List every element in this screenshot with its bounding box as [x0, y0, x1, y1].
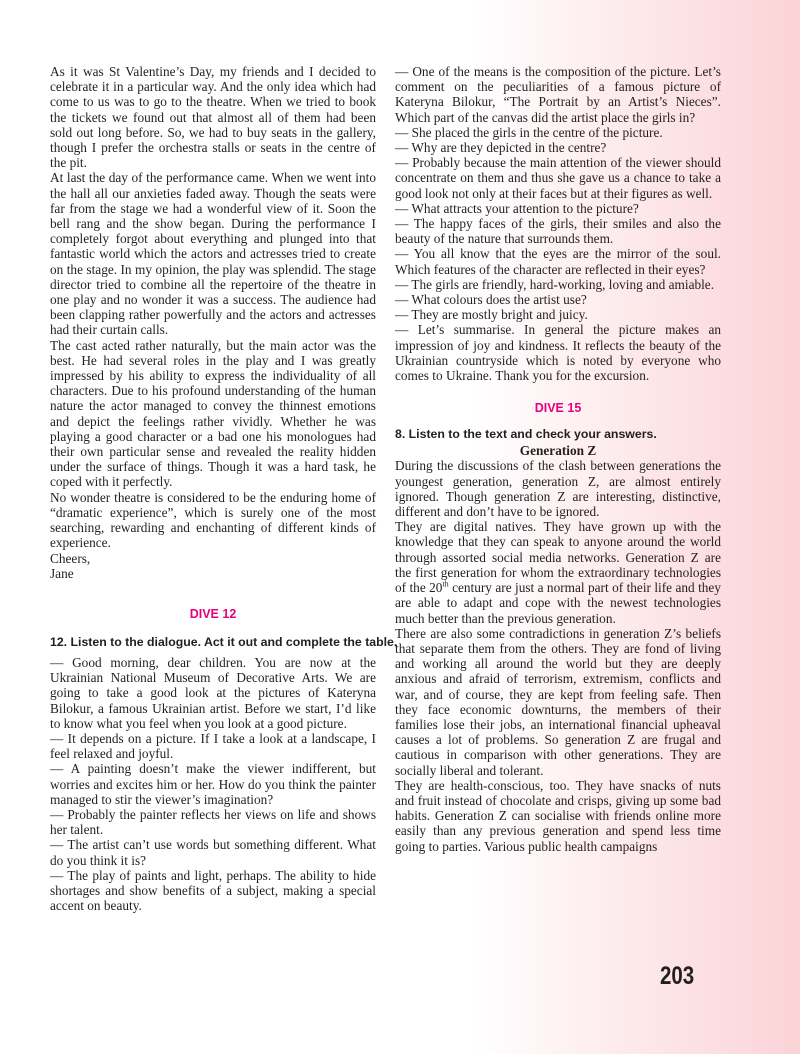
text-segment: century are just a normal part of their life and they are able to adapt and cope with the newest technologies much better than the previous generation. — [395, 580, 721, 626]
text-title: Generation Z — [519, 443, 597, 459]
dialogue-line: — They are mostly bright and juicy. — [395, 307, 588, 323]
letter-paragraph: As it was St Valentine’s Day, my friends and I decided to celebrate it in a particular way. And the only idea which had come to us was to go to the theatre. When we tried to book the tickets we found out that almost all of them had been sold out long before. So, we had to buy seats in the gallery, though I prefer the orchestra stalls or seats in the centre of the pit. — [50, 64, 376, 171]
dialogue-line: — Why are they depicted in the centre? — [395, 140, 607, 156]
dialogue-line: — Good morning, dear children. You are now at the Ukrainian National Museum of Decorative Arts. We are going to take a good look at the pictures of Kateryna Bilokur, a famous Ukrainian artist. Before we start, I’d like to know what you feel when you look at a good picture. — [50, 654, 376, 731]
text-paragraph — [395, 519, 721, 625]
left-column — [50, 64, 398, 914]
dialogue-line: — What colours does the artist use? — [395, 292, 587, 308]
dialogue-line: — The happy faces of the girls, their smiles and also the beauty of the nature that surrounds them. — [395, 216, 721, 247]
task-8-instruction: 8. Listen to the text and check your answers. — [395, 427, 657, 442]
text-paragraph: During the discussions of the clash between generations the youngest generation, generation Z, are almost entirely ignored. Though generation Z are interesting, distinctive, different and don’t have to be ignored. — [395, 458, 721, 520]
dialogue-line: — Let’s summarise. In general the picture makes an impression of joy and kindness. It reflects the beauty of the Ukrainian countryside which is noted by everyone who comes to Ukraine. Thank you for the excursion. — [395, 322, 721, 384]
dialogue-line: — Probably because the main attention of the viewer should concentrate on them and thus she gave us a chance to take a good look not only at their faces but at their figures as well. — [395, 155, 721, 201]
dialogue-line: — What attracts your attention to the picture? — [395, 200, 639, 216]
dialogue-line: — One of the means is the composition of the picture. Let’s comment on the peculiarities of a famous picture of Kateryna Bilokur, “The Portrait by an Artist’s Nieces”. Which part of the canvas did the artist place the girls in? — [395, 64, 721, 125]
dialogue-line: — It depends on a picture. If I take a look at a landscape, I feel relaxed and joyful. — [50, 730, 376, 762]
dialogue-line: — The play of paints and light, perhaps. The ability to hide shortages and show benefits of a subject, making a special accent on beauty. — [50, 867, 376, 914]
dialogue-line: — She placed the girls in the centre of the picture. — [395, 124, 663, 140]
letter-paragraph: The cast acted rather naturally, but the main actor was the best. He had several roles in the play and I was greatly impressed by his ability to express the individuality of all characters. Due to his profound understanding of the human nature the actor managed to convey the thinnest emotions and depict the feelings rather vividly. Whether he was playing a good character or a bad one his monologues had their own particular sense and revealed the reality hidden under the surface of things. Though it was a hard task, he coped with it perfectly. — [50, 337, 376, 490]
letter-paragraph: At last the day of the performance came. When we went into the hall all our anxieties faded away. Though the seats were far from the stage we had a wonderful view of it. Soon the bell rang and the show began. During the performance I completely forgot about everything and plunged into that fantastic world which the actors and actresses tried to create on the stage. In my opinion, the play was splendid. The stage director tried to combine all the repertoire of the theatre in one play and no wonder it was a success. The audience had been clapping rather powerfully and the actors and actresses had their curtain calls. — [50, 170, 376, 338]
dialogue-line: — You all know that the eyes are the mirror of the soul. Which features of the character are reflected in their eyes? — [395, 246, 721, 277]
text-paragraph: They are health-conscious, too. They have snacks of nuts and fruit instead of chocolate and crisps, giving up some bad habits. Generation Z can socialise with friends online more easily than any previous generation and spend less time going to parties. Various public health campaigns — [395, 777, 721, 854]
right-column — [395, 64, 721, 854]
letter-closing: Cheers, — [50, 550, 91, 566]
dive-12-heading: DIVE 12 — [189, 606, 237, 621]
superscript-suffix: th — [442, 579, 449, 589]
text-segment: They are digital natives. They have grown up with the knowledge that they can speak to anyone around the world through assorted social media networks. Generation Z are the first generation for whom the extraordinary technologies of the 20 — [395, 519, 721, 596]
task-12-instruction: 12. Listen to the dialogue. Act it out and complete the table. — [50, 634, 398, 649]
letter-paragraph: No wonder theatre is considered to be the enduring home of “dramatic experience”, which is surely one of the most searching, rewarding and enchanting of different kinds of experience. — [50, 489, 376, 551]
dialogue-line: — Probably the painter reflects her views on life and shows her talent. — [50, 806, 376, 838]
dialogue-line: — The artist can’t use words but something different. What do you think it is? — [50, 837, 376, 868]
dialogue-line: — The girls are friendly, hard-working, loving and amiable. — [395, 276, 715, 292]
page-number: 203 — [660, 962, 695, 990]
text-paragraph: There are also some contradictions in generation Z’s beliefs that separate them from the others. They are fond of living and working all around the world but they are deeply anxious and afraid of terrorism, extremism, conflicts and war, and of course, they are kept from feeling safe. Then they face economic downturns, the members of their families lose their jobs, an international financial upheaval causes a lot of problems. So generation Z are frugal and cautious in comparison with other generations. They are socially liberal and tolerant. — [395, 625, 721, 778]
dialogue-line: — A painting doesn’t make the viewer indifferent, but worries and excites him or her. How do you think the painter managed to stir the viewer’s imagination? — [50, 761, 376, 807]
letter-signature: Jane — [50, 565, 74, 581]
dive-15-heading: DIVE 15 — [534, 401, 582, 416]
